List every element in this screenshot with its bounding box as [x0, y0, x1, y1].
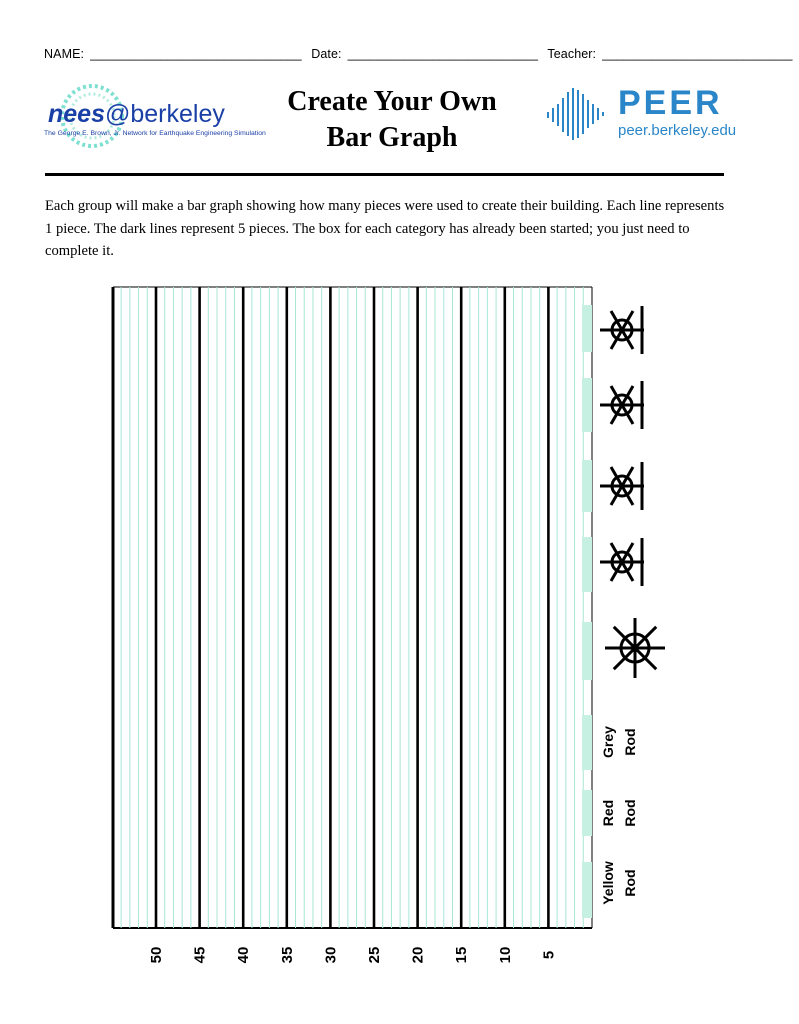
category-label-line2: Rod — [622, 799, 638, 827]
peer-wordmark: PEER — [618, 84, 723, 122]
nees-at: @ — [104, 100, 131, 128]
tick-label-45: 45 — [191, 946, 209, 964]
category-bar-stub — [582, 378, 592, 432]
date-blank[interactable]: ___________________________ — [347, 47, 539, 61]
connector-piece-icon-3 — [600, 462, 644, 510]
category-labels — [600, 726, 638, 905]
nees-word: nees — [48, 100, 105, 128]
tick-label-35: 35 — [278, 946, 296, 964]
tick-label-30: 30 — [322, 946, 340, 964]
category-bar-stub — [582, 537, 592, 592]
tick-label-50: 50 — [148, 946, 165, 964]
piece-icons — [600, 306, 665, 678]
connector-piece-icon-4 — [600, 538, 644, 586]
connector-piece-icon-5 — [605, 618, 665, 678]
tick-label-20: 20 — [409, 946, 427, 964]
tick-label-40: 40 — [235, 946, 253, 964]
category-bar-stub — [582, 790, 592, 836]
category-bar-stub — [582, 460, 592, 512]
tick-label-25: 25 — [366, 946, 383, 964]
name-blank[interactable]: ______________________________ — [90, 47, 302, 61]
category-label-line1: Yellow — [600, 861, 616, 905]
category-bar-stub — [582, 305, 592, 352]
title-line-2: Bar Graph — [326, 122, 458, 153]
nees-subtitle: The George E. Brown, Jr. Network for Earthquake Engineering Simulation — [44, 130, 266, 137]
connector-piece-icon-2 — [600, 381, 644, 429]
graph-gridlines — [113, 287, 592, 928]
connector-piece-icon-1 — [600, 306, 644, 354]
category-bar-stub — [582, 622, 592, 680]
category-bar-stub — [582, 715, 592, 770]
nees-berkeley-word: berkeley — [130, 100, 225, 128]
peer-url: peer.berkeley.edu — [618, 122, 737, 139]
category-label-line1: Red — [600, 799, 616, 827]
category-label-line2: Rod — [622, 728, 638, 756]
axis-tick-labels — [148, 947, 557, 964]
tick-label-15: 15 — [453, 946, 471, 964]
title-line-1: Create Your Own — [287, 86, 497, 117]
category-label-line2: Rod — [622, 869, 638, 897]
name-label: NAME: — [44, 47, 85, 61]
teacher-blank[interactable]: ___________________________ — [602, 47, 793, 61]
instructions-text: Each group will make a bar graph showing how many pieces were used to create their building. Each line represents 1 piece. The dark lines represent 5 pieces. The box for each category has already been started; you just need to complete it. — [45, 198, 725, 259]
teacher-label: Teacher: — [547, 47, 597, 61]
category-label-line1: Grey — [600, 726, 616, 758]
tick-label-5: 5 — [540, 950, 558, 960]
date-label: Date: — [311, 47, 342, 61]
tick-label-10: 10 — [496, 946, 514, 964]
category-bar-stub — [582, 862, 592, 918]
